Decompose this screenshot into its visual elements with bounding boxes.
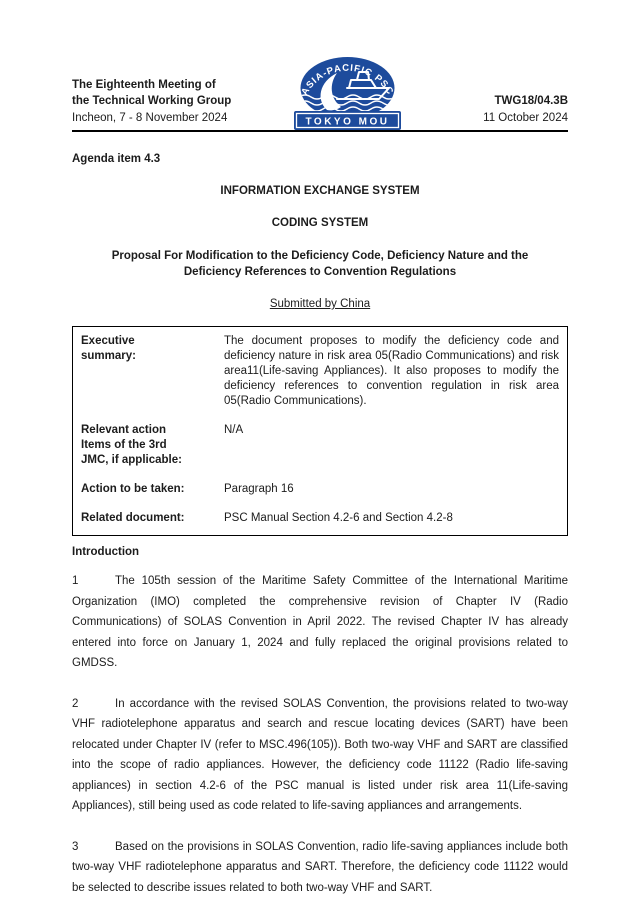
row-label: Action to be taken: [81,483,185,495]
submitted-by [72,298,568,310]
row-value: The document proposes to modify the deficiency code and deficiency nature in risk area 05(Radio Communications) and risk area11(Life-saving Appliances). It also proposes to modify the deficiency references to convention regulation in risk area 05(Radio Communications). [224,335,559,407]
tokyo-mou-logo-svg [291,55,404,130]
row-value: N/A [224,424,244,436]
table-row [73,468,568,497]
tokyo-mou-logo [291,55,404,130]
paragraph-number: 1 [72,575,79,587]
introduction-heading: Introduction [72,546,140,558]
doc-date: 11 October 2024 [483,111,568,124]
row-label: Executive summary: [81,335,136,362]
doc-ref: TWG18/04.3B [494,95,568,107]
meeting-line-3: Incheon, 7 - 8 November 2024 [72,111,228,124]
paragraph-3 [72,837,568,899]
row-value: Paragraph 16 [224,483,294,495]
paragraph-number: 2 [72,697,79,710]
meeting-line-2: the Technical Working Group [72,95,232,107]
summary-table [72,326,568,536]
row-label: Relevant action Items of the 3rd JMC, if applicable: [81,424,182,466]
row-label: Related document: [81,512,185,524]
coding-title: CODING SYSTEM [271,217,369,229]
logo-banner-text: TOKYO MOU [305,116,390,128]
paragraph-1 [72,571,568,674]
paragraph-2 [72,694,568,817]
row-value: PSC Manual Section 4.2-6 and Section 4.2-8 [224,512,453,524]
system-title: INFORMATION EXCHANGE SYSTEM [220,185,420,197]
submitted-by-text: Submitted by China [269,298,371,310]
agenda-item: Agenda item 4.3 [72,153,161,165]
paragraph-number: 3 [72,840,79,853]
table-row [73,409,568,468]
meeting-info [72,77,277,131]
paragraph-text: Based on the provisions in SOLAS Convention, radio life-saving appliances include both two-way VHF radiotelephone apparatus and SART. Therefore, the deficiency code 11122 would be selected to describe issues related to both two-way VHF and SART. [72,840,568,894]
table-row [73,497,568,536]
paragraph-text: The 105th session of the Maritime Safety Committee of the International Maritime Organization (IMO) completed the comprehensive revision of Chapter IV (Radio Communications) of SOLAS Convention in April 2022. The revised Chapter IV has already entered into force on January 1, 2024 and fully replaced the original provisions related to GMDSS. [72,575,568,669]
document-header [72,55,568,132]
logo-arc-text: ASIA-PACIFIC PSC [299,62,396,98]
table-row [73,327,568,410]
doc-reference-block [418,93,568,130]
meeting-line-1: The Eighteenth Meeting of [72,78,216,91]
paragraph-text: In accordance with the revised SOLAS Convention, the provisions related to two-way VHF radiotelephone apparatus and search and rescue locating devices (SART) have been relocated under Chapter IV (refer to MSC.496(105)). Both two-way VHF and SART are classified into the scope of radio appliances. However, the deficiency code 11122 (Radio life-saving appliances) in section 4.2-6 of the PSC manual is listed under risk area 11(Life-saving Appliances), still being used as code related to life-saving appliances and arrangements. [72,697,568,812]
proposal-title: Proposal For Modification to the Deficiency Code, Deficiency Nature and the Deficiency References to Convention Regulations [111,250,529,278]
